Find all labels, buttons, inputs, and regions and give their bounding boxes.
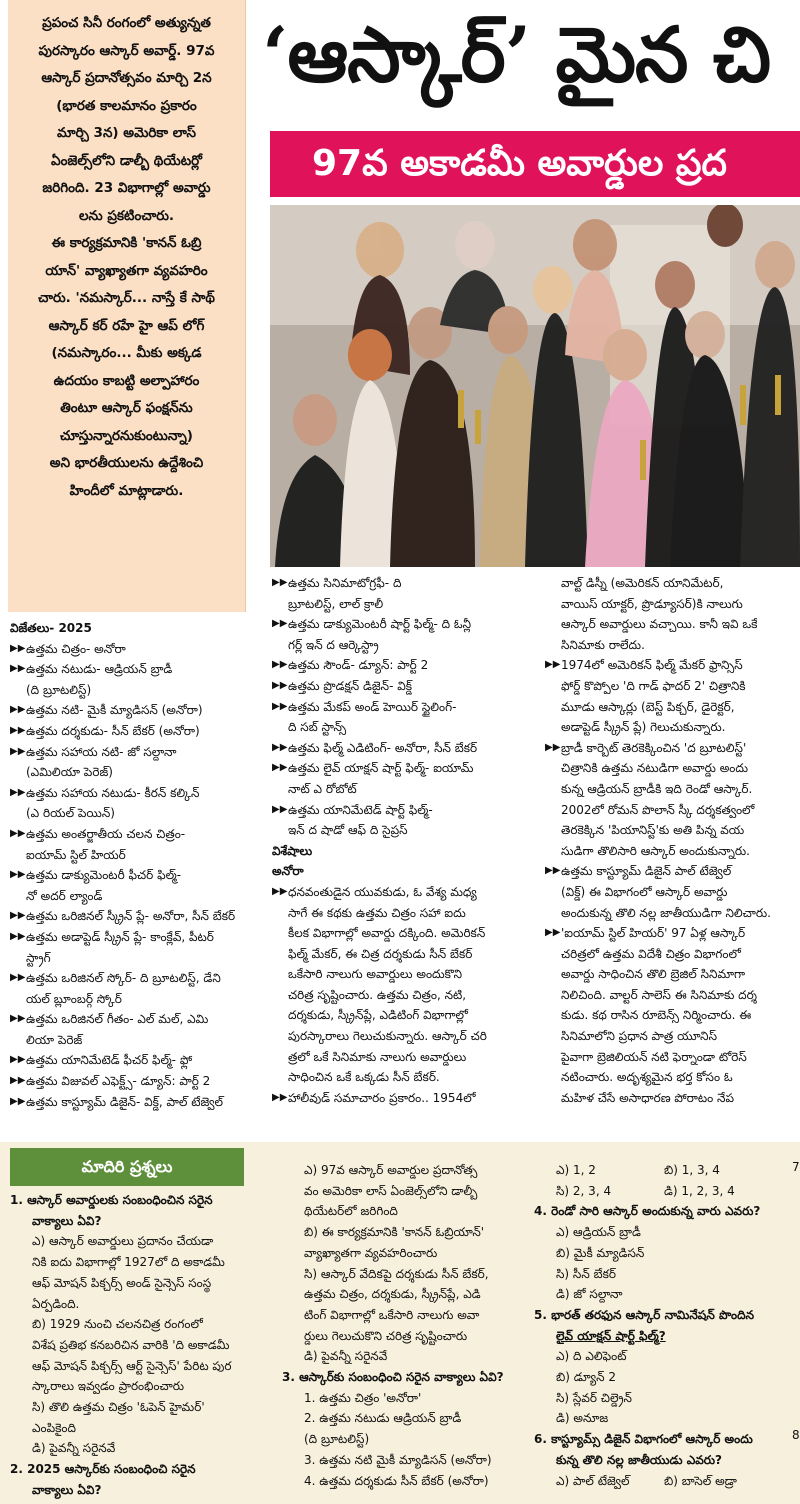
list-item: ▶▶ ఉత్తమ దర్శకుడు- సీన్ బేకర్ (అనోరా) (10, 721, 268, 742)
paragraph-line: త్రలో ఒకే సినిమాకు నాలుగు అవార్డులు (288, 1049, 467, 1064)
photo-illustration (270, 205, 800, 567)
intro-line: (నమస్కారం... మీకు అక్కడ (51, 345, 202, 361)
quiz-column-2 (282, 1160, 544, 1491)
paragraph-line: ఒకేసారి నాలుగు అవార్డులు అందుకొని (288, 967, 463, 982)
list-item-continued: బ్రూటలిస్ట్, లాల్ క్రాలీ (288, 596, 384, 611)
intro-line: తింటూ ఆస్కార్ ఫంక్షన్‌ను (60, 400, 193, 416)
arrow-icon: ▶▶ (10, 972, 26, 984)
arrow-icon: ▶▶ (10, 745, 26, 757)
arrow-icon: ▶▶ (10, 1013, 26, 1025)
arrow-icon: ▶▶ (10, 910, 26, 922)
paragraph-line: చిత్రానికి ఉత్తమ నటుడిగా అవార్డు అందు (561, 761, 749, 776)
question-5: 5. భారత్ తరఫున ఆస్కార్ నామినేషన్ పొందిన (534, 1307, 755, 1322)
paragraph-line: సాగే ఈ కథకు ఉత్తమ చిత్రం సహా ఐదు (288, 905, 466, 920)
option: ఎ) ఆడ్రియన్ బ్రాడీ (556, 1225, 641, 1240)
arrow-icon: ▶▶ (10, 704, 26, 716)
paragraph-line: కున్న ఆడ్రియన్ బ్రాడీకి ఇది రెండో ఆస్కార్. (561, 781, 753, 796)
question-2: 2. 2025 ఆస్కార్‌కు సంబంధించి సరైన (10, 1462, 196, 1477)
list-item: ▶▶ ఉత్తమ విజువల్ ఎఫెక్ట్స్- డ్యూన్: పార్ట్ 2 (10, 1071, 268, 1092)
list-item: ▶▶ ఉత్తమ డాక్యుమెంటరీ ఫీచర్ ఫిల్మ్- (10, 865, 268, 886)
list-item: ▶▶ ఉత్తమ డాక్యుమెంటరీ షార్ట్ ఫిల్మ్- ది ఓన్లీ (272, 614, 540, 635)
paragraph-line: చరిత్రలో ఉత్తమ విదేశీ చిత్రం విభాగంలో (561, 946, 741, 961)
arrow-icon: ▶▶ (10, 642, 26, 654)
paragraph-line: నటించారు. అదృశ్యమైన భర్త కోసం ఓ (561, 1070, 733, 1085)
question-3: 3. ఆస్కార్‌కు సంబంధించి సరైన వాక్యాలు ఏవి? (282, 1370, 504, 1385)
arrow-icon: ▶▶ (10, 930, 26, 942)
arrow-icon: ▶▶ (272, 618, 288, 630)
intro-line: జరిగింది. 23 విభాగాల్లో అవార్డు (42, 180, 211, 196)
list-item: ▶▶ ఉత్తమ ఒరిజినల్ స్కోర్- ది బ్రూటలిస్ట్, డేని (10, 968, 268, 989)
arrow-icon: ▶▶ (545, 927, 561, 939)
paragraph-line: ▶▶ 'ఐయామ్ స్టిల్ హియర్' 97 ఏళ్ల ఆస్కార్ (545, 923, 797, 944)
option: ఉత్తమ చిత్రం, దర్శకుడు, స్క్రీన్‌ప్లే, ఎడి (304, 1287, 481, 1302)
winners-list (10, 618, 268, 1112)
intro-line: ఆస్కార్ ప్రదానోత్సవం మార్చి 2న (41, 70, 212, 86)
option: ఎ) 97వ ఆస్కార్ అవార్డుల ప్రదానోత్స (304, 1163, 478, 1177)
arrow-icon: ▶▶ (272, 577, 288, 588)
facts-column (545, 573, 797, 1108)
paragraph-line: సినిమాలోని ప్రధాన పాత్ర యూనిస్ (561, 1029, 718, 1044)
intro-line: ప్రపంచ సినీ రంగంలో అత్యున్నత (42, 15, 211, 31)
list-item-continued: నాట్ ఎ రోబోట్ (288, 781, 357, 796)
list-item: ▶▶ ఉత్తమ చిత్రం- అనోరా (10, 639, 268, 660)
paragraph-line: కుడు. కథ రాసిన రూబెన్స్ నిర్మించారు. ఈ (561, 1008, 752, 1023)
list-item-continued: గర్ల్ ఇన్ ద ఆర్కెస్ట్రా (288, 637, 379, 652)
intro-line: చారు. 'నమస్కార్... నాస్తే కే సాథ్ (38, 290, 215, 306)
option: ఏర్పడింది. (32, 1296, 80, 1311)
list-item-continued: (ఎమిలియా పెరెజ్) (26, 765, 113, 780)
option-row: ఎ) పాల్ టేజ్వెల్ బి) బాసెల్ అడ్రా (556, 1473, 737, 1488)
paragraph-line: దర్శకుడు, స్క్రీన్‌ప్లే, ఎడిటింగ్ విభాగాల్లో (288, 1008, 468, 1023)
paragraph-line: సాధించిన ఒకే ఒక్కడు సీన్ బేకర్. (288, 1070, 440, 1085)
list-item: ▶▶ ఉత్తమ సౌండ్- డ్యూన్: పార్ట్ 2 (272, 655, 540, 676)
option: ఆఫ్ మోషన్ పిక్చర్స్ అండ్ సైన్సెస్ సంస్థ (32, 1275, 212, 1290)
option: సి) సీన్ బేకర్ (556, 1266, 616, 1281)
list-item-continued: (ది బ్రూటలిస్ట్) (26, 682, 92, 697)
paragraph-line: సినిమాకు రాలేదు. (561, 637, 645, 652)
intro-box (8, 0, 246, 612)
specials-title: విశేషాలు (272, 843, 313, 858)
paragraph-line: 2002లో రోమన్ పొలాన్ స్కీ దర్శకత్వంలో (561, 802, 755, 817)
list-item: ▶▶ ఉత్తమ నటి- మైకీ మ్యాడిసన్ (అనోరా) (10, 700, 268, 721)
option: థియేటర్‌లో జరిగింది (304, 1204, 398, 1219)
subheadline-banner (270, 131, 800, 197)
arrow-icon: ▶▶ (545, 741, 561, 753)
paragraph-line: మహిళ చేసే అసాధారణ పోరాటం నేప (561, 1090, 735, 1105)
list-item: ▶▶ ఉత్తమ అంతర్జాతీయ చలన చిత్రం- (10, 824, 268, 845)
paragraph-line: ▶▶ హాలీవుడ్ సమాచారం ప్రకారం.. 1954లో (272, 1088, 540, 1109)
intro-line: ఈ కార్యక్రమానికి 'కానన్ ఓబ్రి (51, 235, 202, 251)
paragraph-line: ఆస్కార్ అవార్డులు వచ్చాయి. కానీ ఇవి ఒకే (561, 617, 758, 632)
list-item: ▶▶ ఉత్తమ నటుడు- ఆడ్రియన్ బ్రాడీ (10, 659, 268, 680)
intro-line: పురస్కారం ఆస్కార్ అవార్డ్. 97వ (38, 42, 215, 59)
arrow-icon: ▶▶ (272, 700, 288, 712)
intro-line: హిందీలో మాట్లాడారు. (69, 482, 184, 499)
option: టింగ్ విభాగాల్లో ఒకేసారి నాలుగు అవా (304, 1307, 480, 1322)
arrow-icon: ▶▶ (10, 1054, 26, 1066)
winners-title: విజేతలు- 2025 (10, 621, 92, 635)
option-row: సి) 2, 3, 4 డి) 1, 2, 3, 4 (556, 1183, 735, 1198)
arrow-icon: ▶▶ (545, 659, 561, 671)
list-item-continued: ది సబ్ స్టాన్స్ (288, 720, 347, 735)
intro-line: ఆస్కార్ కర్ రహే హై ఆప్ లోగ్ (48, 317, 205, 334)
option: సి) స్లేవర్ చిల్డ్రెన్ (556, 1390, 632, 1405)
arrow-icon: ▶▶ (272, 741, 288, 753)
option: విశేష ప్రతిభ కనబరిచిన వారికి 'ది అకాడమీ (32, 1337, 230, 1352)
arrow-icon: ▶▶ (10, 1095, 26, 1107)
option: డి) జో సల్దానా (556, 1287, 623, 1302)
list-item: ▶▶ ఉత్తమ సహాయ నటుడు- కీరన్ కల్కిన్ (10, 783, 268, 804)
paragraph-line: ఫిల్మ్ మేకర్, ఈ చిత్ర దర్శకుడు సీన్ బేకర్ (288, 946, 473, 961)
intro-line: ఏంజెల్స్‌లోని డాల్బీ థియేటర్లో (51, 152, 202, 169)
list-item-continued: (ఎ రియల్ పెయిన్) (26, 806, 115, 821)
intro-line: యాన్' వ్యాఖ్యాతగా వ్యవహరిం (45, 262, 208, 279)
list-item-continued: నో అదర్ ల్యాండ్ (26, 888, 103, 903)
arrow-icon: ▶▶ (10, 1075, 26, 1087)
paragraph-line: అడాప్టెడ్ స్క్రీన్ ప్లే) గెలుచుకున్నారు. (561, 720, 726, 735)
option: బి) డ్యూన్ 2 (556, 1370, 617, 1385)
option: ఎ) ఆస్కార్ అవార్డులు ప్రదానం చేయడా (32, 1234, 214, 1249)
option: సి) ఆస్కార్ వేదికపై దర్శకుడు సీన్ బేకర్, (304, 1266, 489, 1281)
list-item: ▶▶ ఉత్తమ సహాయ నటి- జో సల్దానా (10, 742, 268, 763)
paragraph-line: వాయిస్ యాక్టర్, ప్రొడ్యూసర్)కి నాలుగు (561, 596, 743, 611)
option: వ్యాఖ్యాతగా వ్యవహరించారు (304, 1245, 438, 1260)
option: డి) అనూజ (556, 1411, 609, 1426)
option: ర్డులు గెలుచుకొని చరిత్ర సృష్టించారు (304, 1328, 468, 1343)
question-1-cont: వాక్యాలు ఏవి? (32, 1213, 102, 1228)
list-item-continued: యల్ బ్లూంబర్గ్ స్కోర్ (26, 991, 122, 1006)
paragraph-line: ▶▶ ధనవంతుడైన యువకుడు, ఓ వేశ్య మధ్య (272, 882, 540, 903)
list-item-continued: లియా పెరెజ్ (26, 1032, 83, 1047)
paragraph-line: కీలక విభాగాల్లో అవార్డు దక్కింది. అమెరికన్ (288, 926, 486, 941)
paragraph-line: ▶▶ 1974లో అమెరికన్ ఫిల్మ్ మేకర్ ఫ్రాన్సిస్ (545, 655, 797, 676)
list-item: ▶▶ ఉత్తమ ఒరిజినల్ స్క్రీన్ ప్లే- అనోరా, సీన్ బేకర్ (10, 906, 268, 927)
arrow-icon: ▶▶ (545, 865, 561, 877)
statement: 1. ఉత్తమ చిత్రం 'అనోరా' (304, 1390, 422, 1405)
list-item-continued: ఇన్ ద షాడో ఆఫ్ ది సైప్రస్ (288, 823, 408, 838)
list-item: ▶▶ ఉత్తమ ఒరిజినల్ గీతం- ఎల్ మల్, ఎమి (10, 1009, 268, 1030)
headline-text: ‘ఆస్కార్’ మైన చి (262, 10, 771, 99)
quiz-column-3 (534, 1160, 780, 1491)
headline (262, 0, 800, 124)
statement: 2. ఉత్తమ నటుడు ఆడ్రియన్ బ్రాడీ (304, 1411, 462, 1426)
quiz-column-1 (10, 1190, 270, 1501)
arrow-icon: ▶▶ (272, 885, 288, 897)
arrow-icon: ▶▶ (10, 663, 26, 675)
anora-title: అనోరా (272, 864, 304, 879)
option: వం అమెరికా లాస్ ఏంజెల్స్‌లోని డాల్బీ (304, 1183, 478, 1198)
list-item: ▶▶ ఉత్తమ మేకప్ అండ్ హెయిర్ స్టైలింగ్- (272, 697, 540, 718)
paragraph-line: నిలిచింది. వాల్టర్ సాలెస్ ఈ సినిమాకు దర్శ (561, 987, 757, 1002)
option: సి) తొలి ఉత్తమ చిత్రం 'ఓపెన్ హైమర్' (32, 1400, 205, 1415)
option: డి) పైవన్నీ సరైనవే (32, 1441, 116, 1456)
option: ఎ) ది ఎలిఫెంట్ (556, 1349, 627, 1364)
option: డి) పైవన్నీ సరైనవే (304, 1349, 388, 1364)
paragraph-line: మూడు ఆస్కార్లు (బెస్ట్ పిక్చర్, డైరెక్టర్, (561, 699, 735, 714)
paragraph-line: అవార్డు సాధించిన తొలి బ్రెజిల్ సినిమాగా (561, 967, 746, 982)
arrow-icon: ▶▶ (272, 803, 288, 815)
option: బి) ఈ కార్యక్రమానికి 'కానన్ ఓబ్రియాన్' (304, 1225, 485, 1240)
banner-text: 97వ అకాడమీ అవార్డుల ప్రద (312, 143, 727, 184)
list-item-continued: స్ట్రాగ్ (26, 950, 51, 965)
list-item: ▶▶ ఉత్తమ ఫిల్మ్ ఎడిటింగ్- అనోరా, సీన్ బేకర్ (272, 738, 540, 759)
list-item: ▶▶ ఉత్తమ యానిమేటెడ్ ఫీచర్ ఫిల్మ్- ఫ్లో (10, 1050, 268, 1071)
list-item: ▶▶ ఉత్తమ అడాప్టెడ్ స్క్రీన్ ప్లే- కాంక్లేవ్, పీటర్ (10, 927, 268, 948)
arrow-icon: ▶▶ (272, 1091, 288, 1103)
paragraph-line: వాల్ట్ డిస్నీ (అమెరికన్ యానిమేటర్, (561, 576, 724, 590)
list-item: ▶▶ ఉత్తమ సినిమాటోగ్రఫీ- ది (272, 573, 540, 594)
statement: 3. ఉత్తమ నటి మైకీ మ్యాడిసన్ (అనోరా) (304, 1452, 492, 1467)
option: ఆఫ్ మోషన్ పిక్చర్స్ ఆర్ట్ సైన్సెస్' పేరిట పుర (32, 1358, 232, 1373)
list-item-continued: ఐయామ్ స్టిల్ హియర్ (26, 847, 126, 862)
intro-line: అని భారతీయులను ఉద్దేశించి (49, 455, 204, 471)
option-row: ఎ) 1, 2 బి) 1, 3, 4 (556, 1163, 720, 1177)
question-1: 1. ఆస్కార్ అవార్డులకు సంబంధించిన సరైన (10, 1193, 213, 1207)
list-item: ▶▶ ఉత్తమ కాస్ట్యూమ్ డిజైన్- విక్డ్, పాల్ టేజ్వెల్ (10, 1092, 268, 1113)
intro-line: మార్చి 3న) అమెరికా లాస్ (57, 125, 196, 141)
oscar-winners-photo (270, 205, 800, 567)
question-6: 6. కాస్ట్యూమ్స్ డిజైన్ విభాగంలో ఆస్కార్ అందు (534, 1432, 753, 1447)
quiz-header: మాదిరి ప్రశ్నలు (10, 1148, 244, 1186)
statement: 4. ఉత్తమ దర్శకుడు సీన్ బేకర్ (అనోరా) (304, 1473, 489, 1488)
paragraph-line: పైవాగా బ్రెజిలియన్ నటి ఫెర్నాండా టోరెస్ (561, 1049, 747, 1064)
intro-line: లను ప్రకటించారు. (78, 207, 175, 224)
question-6-cont: కున్న తొలి నల్ల జాతీయుడు ఎవరు? (556, 1452, 722, 1467)
option: బి) మైకీ మ్యాడిసన్ (556, 1245, 645, 1260)
list-item: ▶▶ ఉత్తమ ప్రొడక్షన్ డిజైన్- విక్డ్ (272, 676, 540, 697)
intro-line: చూస్తున్నారనుకుంటున్నా) (60, 427, 193, 444)
winners-list-2 (272, 573, 540, 1108)
edge-number: 8 (792, 1428, 800, 1442)
arrow-icon: ▶▶ (10, 827, 26, 839)
paragraph-line: ▶▶ ఉత్తమ కాస్ట్యూమ్ డిజైన్ పాల్ టేజ్వెల్ (545, 861, 797, 882)
intro-line: (భారత కాలమానం ప్రకారం (56, 97, 197, 114)
statement: (ది బ్రూటలిస్ట్) (304, 1432, 370, 1447)
paragraph-line: ▶▶ బ్రాడీ కార్బెట్ తెరకెక్కించిన 'ద బ్రూటలిస్ట్' (545, 738, 797, 759)
paragraph-line: సుడిగా తొలిసారి ఆస్కార్ అందుకున్నారు. (561, 843, 750, 858)
edge-number: 7 (792, 1160, 800, 1174)
list-item: ▶▶ ఉత్తమ లైవ్ యాక్షన్ షార్ట్ ఫిల్మ్- ఐయామ్ (272, 758, 540, 779)
arrow-icon: ▶▶ (10, 724, 26, 736)
option: స్కారాలు ఇవ్వడం ప్రారంభించారు (32, 1379, 184, 1394)
paragraph-line: ఫోర్డ్ కొప్పోల 'ది గాడ్ ఫాదర్ 2' చిత్రానికి (561, 678, 746, 693)
arrow-icon: ▶▶ (10, 786, 26, 798)
arrow-icon: ▶▶ (10, 869, 26, 881)
paragraph-line: పురస్కారాలు గెలుచుకున్నారు. ఆస్కార్ చరి (288, 1029, 487, 1044)
question-5-cont: లైవ్ యాక్షన్ షార్ట్ ఫిల్మ్? (556, 1328, 666, 1343)
paragraph-line: చరిత్ర సృష్టించారు. ఉత్తమ చిత్రం, నటి, (288, 987, 467, 1002)
paragraph-line: (విక్డ్) ఈ విభాగంలో ఆస్కార్ అవార్డు (561, 884, 728, 899)
paragraph-line: అందుకున్న తొలి నల్ల జాతీయుడిగా నిలిచారు. (561, 905, 771, 920)
intro-line: ఉదయం కాబట్టి అల్పాహారం (53, 372, 200, 389)
arrow-icon: ▶▶ (272, 762, 288, 774)
option: ఎంపికైంది (32, 1420, 76, 1435)
arrow-icon: ▶▶ (272, 659, 288, 671)
option: బి) 1929 నుంచి చలనచిత్ర రంగంలో (32, 1317, 203, 1332)
list-item: ▶▶ ఉత్తమ యానిమేటెడ్ షార్ట్ ఫిల్మ్- (272, 800, 540, 821)
question-4: 4. రెండో సారి ఆస్కార్ అందుకున్న వారు ఎవరు? (534, 1204, 761, 1219)
paragraph-line: తెరకెక్కిన 'పియానిస్ట్'కు అతి పిన్న వయ (561, 823, 745, 838)
arrow-icon: ▶▶ (272, 679, 288, 691)
option: నికి ఐదు విభాగాల్లో 1927లో ది అకాడమీ (32, 1255, 225, 1270)
question-2-cont: వాక్యాలు ఏవి? (32, 1482, 102, 1497)
